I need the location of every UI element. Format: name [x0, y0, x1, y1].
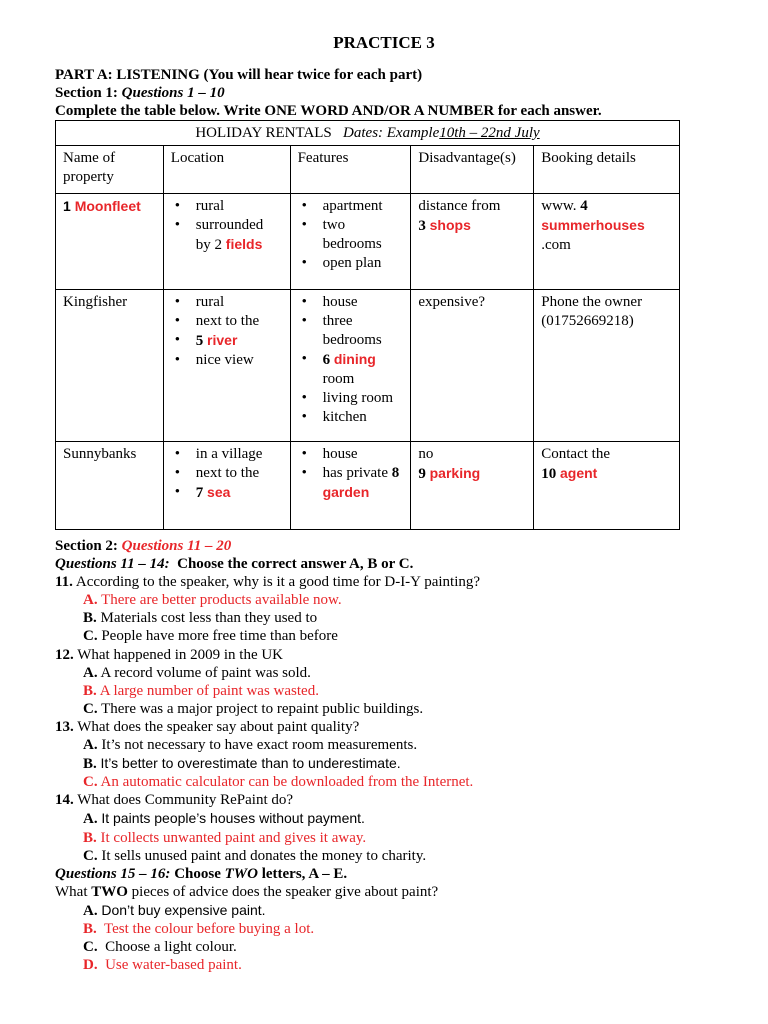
booking-cell: www. 4 summerhouses .com	[534, 194, 680, 290]
section2-block	[55, 537, 735, 974]
option-11-a: A. There are better products available now.	[83, 592, 342, 609]
booking-cell: Phone the owner (01752669218)	[534, 290, 680, 442]
col-header: Booking details	[534, 146, 680, 194]
q15-16-instruction: Questions 15 – 16: Choose TWO letters, A – E.	[55, 865, 348, 882]
col-header: Location	[163, 146, 290, 194]
table-caption: HOLIDAY RENTALS Dates: Example10th – 22nd July	[56, 121, 680, 146]
option-12-c: C. There was a major project to repaint public buildings.	[83, 700, 424, 717]
table-row	[56, 442, 680, 530]
option-11-b: B. Materials cost less than they used to	[83, 610, 318, 627]
option-14-c: C. It sells unused paint and donates the money to charity.	[83, 847, 427, 864]
col-header: Features	[290, 146, 411, 194]
features-cell: • house • three bedrooms • 6 dining room • living room • kitchen	[290, 290, 411, 442]
section1-heading: Section 1: Questions 1 – 10	[55, 85, 225, 101]
advice-c: C. Choose a light colour.	[83, 939, 237, 956]
table-row	[56, 290, 680, 442]
option-12-b: B. A large number of paint was wasted.	[83, 682, 319, 699]
question-12: 12. What happened in 2009 in the UK	[55, 646, 284, 663]
features-cell: • house • has private 8 garden	[290, 442, 411, 530]
col-header: Disadvantage(s)	[411, 146, 534, 194]
option-13-b: B. It’s better to overestimate than to underestimate.	[83, 755, 401, 773]
option-14-a: A. It paints people’s houses without payment.	[83, 810, 365, 828]
q11-14-instruction: Questions 11 – 14: Choose the correct answer A, B or C.	[55, 556, 414, 573]
page-title: PRACTICE 3	[333, 33, 435, 52]
table-header-row	[56, 146, 680, 194]
option-11-c: C. People have more free time than before	[83, 628, 338, 645]
option-13-a: A. It’s not necessary to have exact room measurements.	[83, 737, 418, 754]
option-12-a: A. A record volume of paint was sold.	[83, 664, 311, 681]
table-row	[56, 194, 680, 290]
question-15-16: What TWO pieces of advice does the speaker give about paint?	[55, 883, 439, 900]
booking-cell: Contact the 10 agent	[534, 442, 680, 530]
question-13: 13. What does the speaker say about paint quality?	[55, 718, 360, 735]
disadvantage-cell: distance from 3 shops	[411, 194, 534, 290]
option-14-b: B. It collects unwanted paint and gives it away.	[83, 829, 367, 846]
property-name: Kingfisher	[56, 290, 164, 442]
location-cell: • rural • surrounded by 2 fields	[163, 194, 290, 290]
option-13-c: C. An automatic calculator can be downloaded from the Internet.	[83, 774, 474, 791]
col-header: Name of property	[56, 146, 164, 194]
location-cell: • rural • next to the • 5 river • nice view	[163, 290, 290, 442]
advice-b: B. Test the colour before buying a lot.	[83, 920, 315, 937]
advice-a: A. Don’t buy expensive paint.	[83, 901, 266, 919]
part-a-heading: PART A: LISTENING (You will hear twice for each part)	[55, 67, 423, 83]
intro-block	[55, 66, 735, 120]
question-11: 11. According to the speaker, why is it a good time for D-I-Y painting?	[55, 574, 481, 591]
section2-heading: Section 2: Questions 11 – 20	[55, 538, 232, 554]
features-cell: • apartment • two bedrooms • open plan	[290, 194, 411, 290]
table-instruction: Complete the table below. Write ONE WORD AND/OR A NUMBER for each answer.	[55, 103, 602, 119]
location-cell: • in a village • next to the • 7 sea	[163, 442, 290, 530]
question-14: 14. What does Community RePaint do?	[55, 792, 294, 809]
holiday-rentals-table	[55, 120, 680, 530]
advice-d: D. Use water-based paint.	[83, 957, 242, 974]
disadvantage-cell: no 9 parking	[411, 442, 534, 530]
property-name: Sunnybanks	[56, 442, 164, 530]
property-name: 1 Moonfleet	[56, 194, 164, 290]
disadvantage-cell: expensive?	[411, 290, 534, 442]
